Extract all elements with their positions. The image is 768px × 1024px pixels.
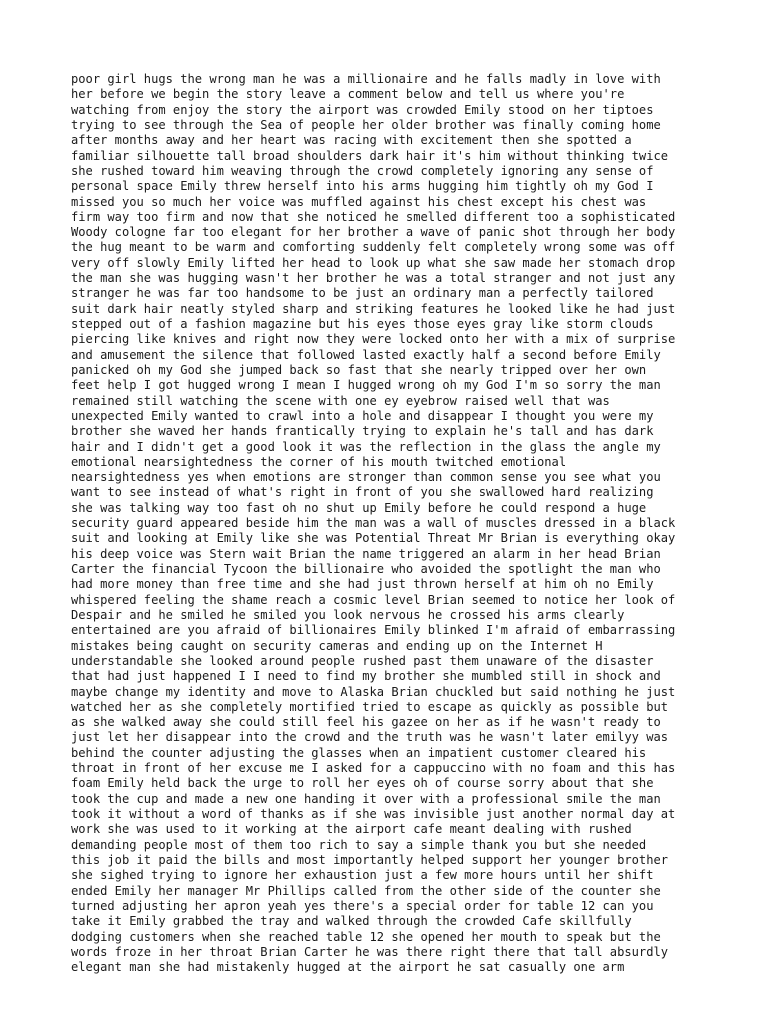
- text-line: she rushed toward him weaving through the crowd completely ignoring any sense of: [71, 163, 654, 178]
- text-line: poor girl hugs the wrong man he was a millionaire and he falls madly in love with: [71, 72, 661, 86]
- text-line: mistakes being caught on security cameras and ending up on the Internet H: [71, 638, 603, 653]
- text-line: nearsightedness yes when emotions are stronger than common sense you see what you: [71, 470, 661, 485]
- text-line: just let her disappear into the crowd and the truth was he wasn't later emilyy was: [71, 730, 669, 745]
- text-line: she sighed trying to ignore her exhaustion just a few more hours until her shift: [71, 868, 654, 883]
- text-line: took the cup and made a new one handing it over with a professional smile the man: [71, 791, 661, 806]
- text-line: emotional nearsightedness the corner of his mouth twitched emotional: [71, 454, 567, 469]
- text-line: her before we begin the story leave a comment below and tell us where you're: [71, 87, 625, 102]
- text-line: the man she was hugging wasn't her brother he was a total stranger and not just any: [71, 271, 676, 286]
- text-line: Despair and he smiled he smiled you look nervous he crossed his arms clearly: [71, 607, 625, 622]
- text-line: suit dark hair neatly styled sharp and striking features he looked like he had just: [71, 301, 676, 316]
- text-line: the hug meant to be warm and comforting suddenly felt completely wrong some was off: [71, 240, 676, 255]
- text-line: hair and I didn't get a good look it was the reflection in the glass the angle my: [71, 439, 661, 454]
- document-page: [71, 72, 731, 975]
- text-line: understandable she looked around people rushed past them unaware of the disaster: [71, 653, 654, 668]
- text-line: behind the counter adjusting the glasses when an impatient customer cleared his: [71, 745, 647, 760]
- text-line: Woody cologne far too elegant for her brother a wave of panic shot through her body: [71, 225, 676, 240]
- text-line: want to see instead of what's right in front of you she swallowed hard realizing: [71, 485, 654, 500]
- text-line: foam Emily held back the urge to roll her eyes oh of course sorry about that she: [71, 776, 654, 791]
- text-line: whispered feeling the shame reach a cosmic level Brian seemed to notice her look of: [71, 592, 676, 607]
- text-line: words froze in her throat Brian Carter he was there right there that tall absurdly: [71, 944, 669, 959]
- text-line: stepped out of a fashion magazine but his eyes those eyes gray like storm clouds: [71, 317, 654, 331]
- text-line: piercing like knives and right now they were locked onto her with a mix of surprise: [71, 332, 676, 347]
- text-line: watching from enjoy the story the airport was crowded Emily stood on her tiptoes: [71, 102, 654, 117]
- text-line: dodging customers when she reached table 12 she opened her mouth to speak but the: [71, 929, 661, 944]
- text-line: personal space Emily threw herself into his arms hugging him tightly oh my God I: [71, 179, 654, 194]
- text-line: take it Emily grabbed the tray and walked through the crowded Cafe skillfully: [71, 914, 632, 929]
- text-line: feet help I got hugged wrong I mean I hugged wrong oh my God I'm so sorry the man: [71, 378, 661, 393]
- text-line: took it without a word of thanks as if she was invisible just another normal day at: [71, 807, 676, 821]
- text-line: and amusement the silence that followed lasted exactly half a second before Emily: [71, 347, 661, 362]
- text-line: maybe change my identity and move to Alaska Brian chuckled but said nothing he just: [71, 684, 676, 699]
- text-line: had more money than free time and she had just thrown herself at him oh no Emily: [71, 577, 654, 592]
- text-line: demanding people most of them too rich to say a simple thank you but she needed: [71, 837, 647, 852]
- text-line: trying to see through the Sea of people her older brother was finally coming home: [71, 117, 661, 132]
- text-line: after months away and her heart was racing with excitement then she spotted a: [71, 133, 632, 148]
- text-line: unexpected Emily wanted to crawl into a hole and disappear I thought you were my: [71, 408, 654, 423]
- text-line: panicked oh my God she jumped back so fast that she nearly tripped over her own: [71, 362, 647, 377]
- text-line: firm way too firm and now that she noticed he smelled different too a sophisticated: [71, 209, 676, 224]
- text-line: watched her as she completely mortified tried to escape as quickly as possible but: [71, 699, 669, 714]
- text-line: ended Emily her manager Mr Phillips called from the other side of the counter she: [71, 883, 661, 898]
- text-line: very off slowly Emily lifted her head to look up what she saw made her stomach drop: [71, 255, 676, 270]
- text-line: she was talking way too fast oh no shut up Emily before he could respond a huge: [71, 500, 647, 515]
- text-line: elegant man she had mistakenly hugged at the airport he sat casually one arm: [71, 960, 625, 975]
- text-line: security guard appeared beside him the man was a wall of muscles dressed in a black: [71, 516, 676, 531]
- text-line: that had just happened I I need to find my brother she mumbled still in shock and: [71, 669, 661, 684]
- text-line: as she walked away she could still feel his gazee on her as if he wasn't ready to: [71, 715, 661, 730]
- text-line: suit and looking at Emily like she was Potential Threat Mr Brian is everything okay: [71, 531, 676, 546]
- story-text: [71, 72, 731, 975]
- text-line: this job it paid the bills and most importantly helped support her younger brother: [71, 852, 669, 867]
- text-line: turned adjusting her apron yeah yes there's a special order for table 12 can you: [71, 898, 654, 913]
- text-line: Carter the financial Tycoon the billionaire who avoided the spotlight the man who: [71, 562, 661, 576]
- text-line: his deep voice was Stern wait Brian the name triggered an alarm in her head Brian: [71, 546, 661, 561]
- text-line: work she was used to it working at the airport cafe meant dealing with rushed: [71, 822, 632, 837]
- text-line: entertained are you afraid of billionaires Emily blinked I'm afraid of embarrassing: [71, 623, 676, 638]
- text-line: brother she waved her hands frantically trying to explain he's tall and has dark: [71, 424, 654, 439]
- text-line: throat in front of her excuse me I asked for a cappuccino with no foam and this has: [71, 761, 676, 776]
- text-line: stranger he was far too handsome to be just an ordinary man a perfectly tailored: [71, 286, 654, 301]
- text-line: missed you so much her voice was muffled against his chest except his chest was: [71, 194, 647, 209]
- text-line: familiar silhouette tall broad shoulders dark hair it's him without thinking twice: [71, 148, 669, 163]
- text-line: remained still watching the scene with one ey eyebrow raised well that was: [71, 393, 610, 408]
